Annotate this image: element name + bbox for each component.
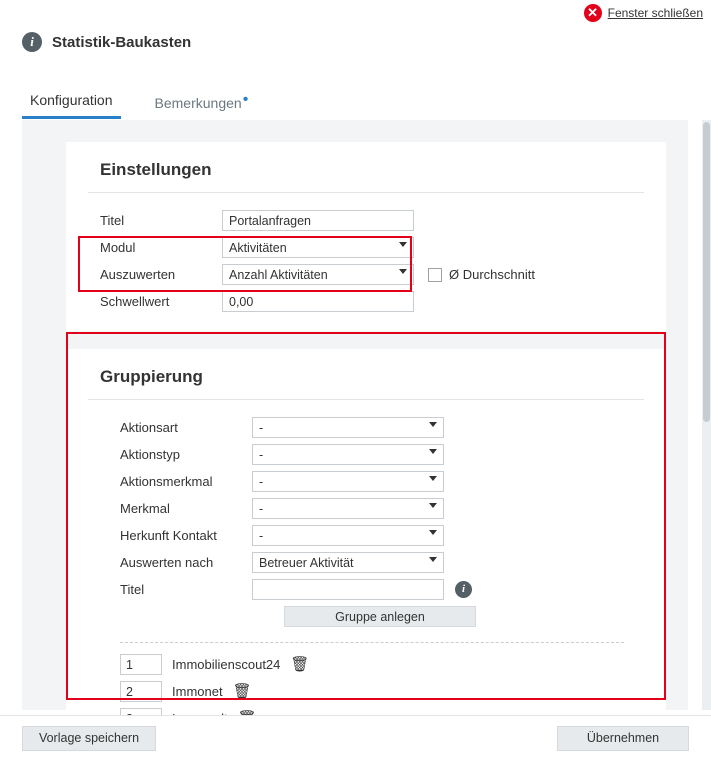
average-checkbox[interactable]	[428, 268, 442, 282]
group-item-label: Immonet	[172, 684, 223, 699]
grouping-field-list	[88, 414, 644, 630]
settings-card	[66, 142, 666, 331]
list-item	[88, 678, 644, 705]
grouping-titel-input[interactable]	[252, 579, 444, 600]
configuration-panel	[22, 120, 688, 710]
auswerten-nach-label: Auswerten nach	[120, 555, 214, 570]
merkmal-label: Merkmal	[120, 501, 170, 516]
herkunft-kontakt-select-value: -	[259, 529, 264, 543]
apply-button[interactable]: Übernehmen	[557, 726, 689, 751]
grouping-titel-label: Titel	[120, 582, 145, 597]
create-group-button[interactable]: Gruppe anlegen	[284, 606, 476, 627]
chevron-down-icon	[429, 476, 437, 481]
window-close-bar	[584, 0, 703, 26]
settings-row-schwellwert	[88, 288, 644, 315]
close-circle-icon[interactable]: ✕	[584, 4, 602, 22]
aktionsmerkmal-label: Aktionsmerkmal	[120, 474, 213, 489]
grouping-row-herkunft-kontakt	[88, 522, 644, 549]
aktionsart-select-value: -	[259, 421, 264, 435]
grouping-row-create	[88, 603, 644, 630]
tab-bemerkungen[interactable]	[147, 91, 256, 119]
auszuwerten-select[interactable]	[222, 264, 414, 285]
footer-bar	[0, 715, 711, 769]
herkunft-kontakt-label: Herkunft Kontakt	[120, 528, 217, 543]
aktionsart-label: Aktionsart	[120, 420, 178, 435]
list-item	[88, 651, 644, 678]
chevron-down-icon	[429, 530, 437, 535]
settings-row-titel	[88, 207, 644, 234]
save-template-button[interactable]: Vorlage speichern	[22, 726, 156, 751]
tab-bar	[22, 88, 711, 119]
modul-label: Modul	[100, 240, 136, 255]
settings-row-auszuwerten	[88, 261, 644, 288]
close-window-link[interactable]: Fenster schließen	[607, 6, 703, 20]
info-icon: i	[22, 32, 42, 52]
chevron-down-icon	[429, 557, 437, 562]
grouping-separator	[120, 642, 624, 643]
herkunft-kontakt-select[interactable]	[252, 525, 444, 546]
schwellwert-label: Schwellwert	[100, 294, 170, 309]
chevron-down-icon	[429, 449, 437, 454]
chevron-down-icon	[429, 422, 437, 427]
modul-select-value: Aktivitäten	[229, 241, 287, 255]
settings-row-modul	[88, 234, 644, 261]
trash-icon[interactable]: 🗑	[290, 656, 310, 673]
settings-divider	[88, 192, 644, 193]
page-header	[22, 32, 191, 52]
grouping-row-merkmal	[88, 495, 644, 522]
auswerten-nach-select-value: Betreuer Aktivität	[259, 556, 354, 570]
titel-input[interactable]: Portalanfragen	[222, 210, 414, 231]
tab-konfiguration[interactable]	[22, 88, 121, 119]
aktionstyp-label: Aktionstyp	[120, 447, 180, 462]
page-title: Statistik-Baukasten	[52, 33, 192, 51]
settings-title: Einstellungen	[100, 160, 212, 179]
aktionsmerkmal-select-value: -	[259, 475, 264, 489]
titel-label: Titel	[100, 213, 125, 228]
aktionstyp-select[interactable]	[252, 444, 444, 465]
grouping-title: Gruppierung	[100, 367, 203, 386]
tab-konfiguration-label: Konfiguration	[30, 92, 113, 108]
tab-bemerkungen-dot: •	[242, 91, 249, 108]
chevron-down-icon	[399, 269, 407, 274]
grouping-card	[66, 349, 666, 742]
grouping-divider	[88, 399, 644, 400]
aktionsart-select[interactable]	[252, 417, 444, 438]
tab-bemerkungen-label: Bemerkungen	[154, 95, 242, 111]
group-item-order-input[interactable]: 2	[120, 681, 162, 702]
average-checkbox-group	[428, 267, 535, 282]
chevron-down-icon	[429, 503, 437, 508]
aktionstyp-select-value: -	[259, 448, 264, 462]
group-item-order-input[interactable]: 1	[120, 654, 162, 675]
schwellwert-input[interactable]: 0,00	[222, 291, 414, 312]
modul-select[interactable]	[222, 237, 414, 258]
auszuwerten-label: Auszuwerten	[100, 267, 176, 282]
grouping-row-aktionsmerkmal	[88, 468, 644, 495]
grouping-row-aktionstyp	[88, 441, 644, 468]
average-label: Ø Durchschnitt	[449, 267, 535, 282]
scrollbar-thumb[interactable]	[703, 122, 710, 422]
chevron-down-icon	[399, 242, 407, 247]
group-item-label: Immobilienscout24	[172, 657, 281, 672]
grouping-row-auswerten-nach	[88, 549, 644, 576]
merkmal-select[interactable]	[252, 498, 444, 519]
grouping-row-aktionsart	[88, 414, 644, 441]
auswerten-nach-select[interactable]	[252, 552, 444, 573]
grouping-row-titel	[88, 576, 644, 603]
info-icon[interactable]: i	[455, 581, 472, 598]
aktionsmerkmal-select[interactable]	[252, 471, 444, 492]
auszuwerten-select-value: Anzahl Aktivitäten	[229, 268, 328, 282]
merkmal-select-value: -	[259, 502, 264, 516]
trash-icon[interactable]: 🗑	[232, 683, 252, 700]
